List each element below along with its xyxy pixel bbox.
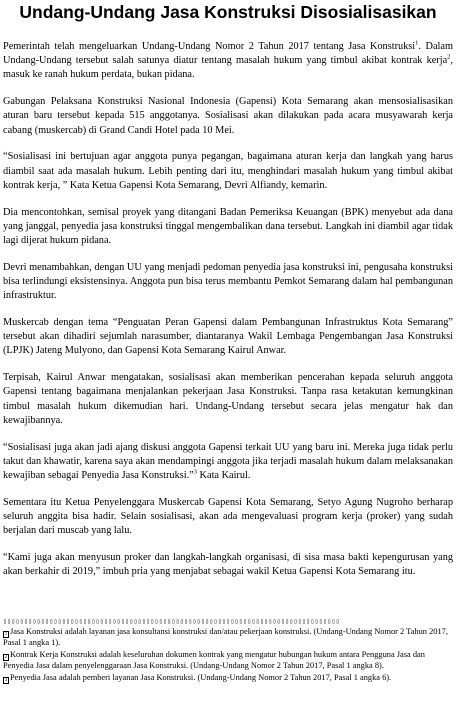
paragraph-text: Terpisah, Kairul Anwar mengatakan, sosialisasi akan memberikan pencerahan kepada seluruh anggota Gapensi tentang bagaimana menjalankan pekerjaan Jasa Konstruksi. Tanpa rasa ketakutan kemungkinan timbul masalah hukum dikemudian hari. Undang-Undang tersebut secara jelas mengatur hak dan kewajibannya. — [3, 372, 453, 426]
paragraph-text: Muskercab dengan tema “Penguatan Peran Gapensi dalam Pembangunan Infrastruktus Kota Semarang” tersebut akan dihadiri sejumlah narasumber, diantaranya Wakil Lembaga Pengembangan Jasa Konstruksi (LPJK) Jateng Mulyono, dan Gapensi Kota Semarang Kairul Anwar. — [3, 317, 453, 357]
footnote-text: Jasa Konstruksi adalah layanan jasa konsultansi konstruksi dan/atau pekerjaan konstruksi. (Undang-Undang Nomor 2 Tahun 2017, Pasal 1 angka 1). — [3, 627, 448, 647]
footnote-marker: 2 — [4, 655, 8, 661]
article-paragraph — [3, 261, 453, 304]
footnote-reference[interactable]: 3 — [193, 468, 197, 476]
footnote-item — [3, 650, 453, 672]
footnote-item — [3, 627, 453, 649]
footnote-item — [3, 673, 453, 684]
footnote-text: Kontrak Kerja Konstruksi adalah keseluruhan dokumen kontrak yang mengatur hubungan hukum antara Pengguna Jasa dan Penyedia Jasa dalam penyelenggaraan Jasa Konstruksi. (Undang-Undang Nomor 2 Tahun 2017, Pasal 1 angka 8). — [3, 650, 425, 671]
article-paragraph — [3, 40, 453, 83]
footnote-marker: 1 — [4, 632, 8, 637]
article-paragraph — [3, 95, 453, 138]
article-paragraph — [3, 371, 453, 428]
paragraph-text: “Sosialisasi ini bertujuan agar anggota punya pegangan, bagaimana aturan kerja dan langkah yang harus diambil saat ada masalah hukum. Lebih penting dari itu, menghindari masalah hukum yang timbul akibat kontrak kerja, ” Kata Ketua Gapensi Kota Semarang, Devri Alfiandy, kemarin. — [3, 151, 453, 191]
footnote-reference[interactable]: 2 — [447, 53, 451, 61]
paragraph-text: Gabungan Pelaksana Konstruksi Nasional Indonesia (Gapensi) Kota Semarang akan mensosialisasikan aturan baru tersebut kepada 515 anggotanya. Sosialisasi akan dilakukan pada acara musyawarah kerja cabang (muskercab) di Grand Candi Hotel pada 10 Mei. — [3, 96, 453, 136]
paragraph-text: Sementara itu Ketua Penyelenggara Muskercab Gapensi Kota Semarang, Setyo Agung Nugroho berharap seluruh anggita bisa hadir. Selain sosialisasi, akan ada mengevaluasi program kerja (proker) yang sudah berjalan dari muscab yang lalu. — [3, 496, 453, 537]
article-paragraph — [3, 206, 453, 249]
paragraph-text: Devri menambahkan, dengan UU yang menjadi pedoman penyedia jasa konstruksi ini, pengusaha konstruksi bisa terlindungi eksistensinya. Anggota pun bisa terus membantu Pemkot Semarang dalam hal pembangunan infrastruktur. — [3, 261, 453, 302]
paragraph-text: , masuk ke ranah hukum perdata, bukan pidana. — [3, 55, 453, 81]
footnote-separator: ▯▯▯▯▯▯▯▯▯▯▯▯▯▯▯▯▯▯▯▯▯▯▯▯▯▯▯▯▯▯▯▯▯▯▯▯▯▯▯▯▯▯▯▯▯▯▯▯▯▯▯▯▯▯▯▯▯▯▯▯▯▯▯▯▯▯▯▯▯▯▯▯▯▯▯▯▯▯▯▯ — [3, 619, 340, 625]
article-body — [3, 40, 453, 592]
paragraph-text: “Sosialisasi juga akan jadi ajang diskusi anggota Gapensi terkait UU yang baru ini. Mereka juga tidak perlu takut dan khawatir, karena saya akan mendampingi anggota jika terjadi masalah hukum dalam melaksanakan kewajiban sebagai Penyedia Jasa Konstruksi.” — [3, 441, 453, 482]
footnote-reference[interactable]: 1 — [415, 39, 419, 47]
footnote-marker: 3 — [4, 678, 8, 684]
paragraph-text: Pemerintah telah mengeluarkan Undang-Undang Nomor 2 Tahun 2017 tentang Jasa Konstruksi — [3, 41, 416, 52]
footnotes — [3, 627, 453, 686]
footnote-text: Penyedia Jasa adalah pemberi layanan Jasa Konstruksi. (Undang-Undang Nomor 2 Tahun 2017, Pasal 1 angka 6). — [10, 673, 392, 683]
paragraph-text: “Kami juga akan menyusun proker dan langkah-langkah organisasi, di sisa masa bakti kepengurusan yang akan berkahir di 2019,” imbuh pria yang menjabat sebagai wakil Ketua Gapensi Kota Semarang itu. — [3, 552, 453, 578]
paragraph-text: Kata Kairul. — [196, 470, 251, 482]
article-paragraph — [3, 150, 453, 193]
article-paragraph — [3, 496, 453, 539]
article-paragraph — [3, 551, 453, 579]
paragraph-text: . Dalam Undang-Undang tersebut salah satunya diatur tentang masalah hukum yang timbul akibat kontrak kerja — [3, 41, 453, 67]
article-paragraph — [3, 316, 453, 359]
page-title: Undang-Undang Jasa Konstruksi Disosialisasikan — [19, 2, 437, 22]
paragraph-text: Dia mencontohkan, semisal proyek yang ditangani Badan Pemeriksa Keuangan (BPK) menyebut ada dana yang janggal, penyedia jasa konstruksi tinggal mengembalikan dana tersebut. Langkah ini diambil agar tidak lagi dijerat hukum pidana. — [3, 206, 453, 247]
article-paragraph — [3, 441, 453, 484]
